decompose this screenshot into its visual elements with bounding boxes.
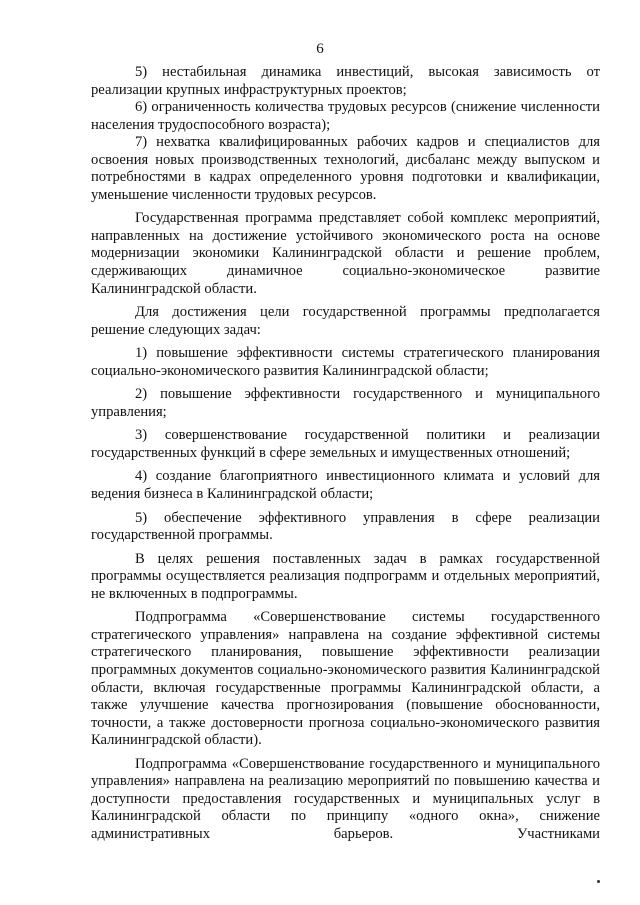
paragraph: Государственная программа представляет собой комплекс мероприятий, направленных на достижение устойчивого экономического роста на основе модернизации экономики Калининградской области и решение проблем, сдерживающих динамичное социально-экономическое развитие Калининградской области.	[91, 210, 600, 297]
paragraph: Для достижения цели государственной программы предполагается решение следующих задач:	[91, 304, 600, 338]
paragraph: В целях решения поставленных задач в рамках государственной программы осуществляется реализация подпрограмм и отдельных мероприятий, не включенных в подпрограммы.	[91, 550, 600, 602]
paragraph: 2) повышение эффективности государственного и муниципального управления;	[91, 386, 600, 420]
paragraph-continued: Подпрограмма «Совершенствование государственного и муниципального управления» направлена на реализацию мероприятий по повышению качества и доступности предоставления государственных и муниципальных услуг в Калининградской области по принципу «одного окна», снижение административных барьеров. Участниками	[91, 755, 600, 842]
page-number: 6	[316, 41, 324, 57]
paragraph: 5) обеспечение эффективного управления в сфере реализации государственной программы.	[91, 509, 600, 544]
paragraph: 4) создание благоприятного инвестиционного климата и условий для ведения бизнеса в Калининградской области;	[91, 468, 600, 503]
paragraph: 1) повышение эффективности системы стратегического планирования социально-экономического развития Калининградской области;	[91, 345, 600, 379]
paragraph: 6) ограниченность количества трудовых ресурсов (снижение численности населения трудоспособного возраста);	[91, 99, 600, 133]
document-body	[91, 64, 600, 843]
paragraph: 5) нестабильная динамика инвестиций, высокая зависимость от реализации крупных инфраструктурных проектов;	[91, 64, 600, 98]
paragraph: 3) совершенствование государственной политики и реализации государственных функций в сфере земельных и имущественных отношений;	[91, 427, 600, 461]
paragraph: 7) нехватка квалифицированных рабочих кадров и специалистов для освоения новых производственных технологий, дисбаланс между выпуском и потребностями в кадрах определенного уровня подготовки и квалификации, уменьшение численности трудовых ресурсов.	[91, 134, 600, 203]
paragraph: Подпрограмма «Совершенствование системы государственного стратегического управления» направлена на создание эффективной системы стратегического планирования, повышение эффективности реализации программных документов социально-экономического развития Калининградской области, включая государственные программы Калининградской области, а также улучшение качества прогнозирования (повышение обоснованности, точности, а также достоверности прогноза социально-экономического развития Калининградской области).	[91, 609, 600, 749]
scan-speck	[597, 880, 600, 883]
